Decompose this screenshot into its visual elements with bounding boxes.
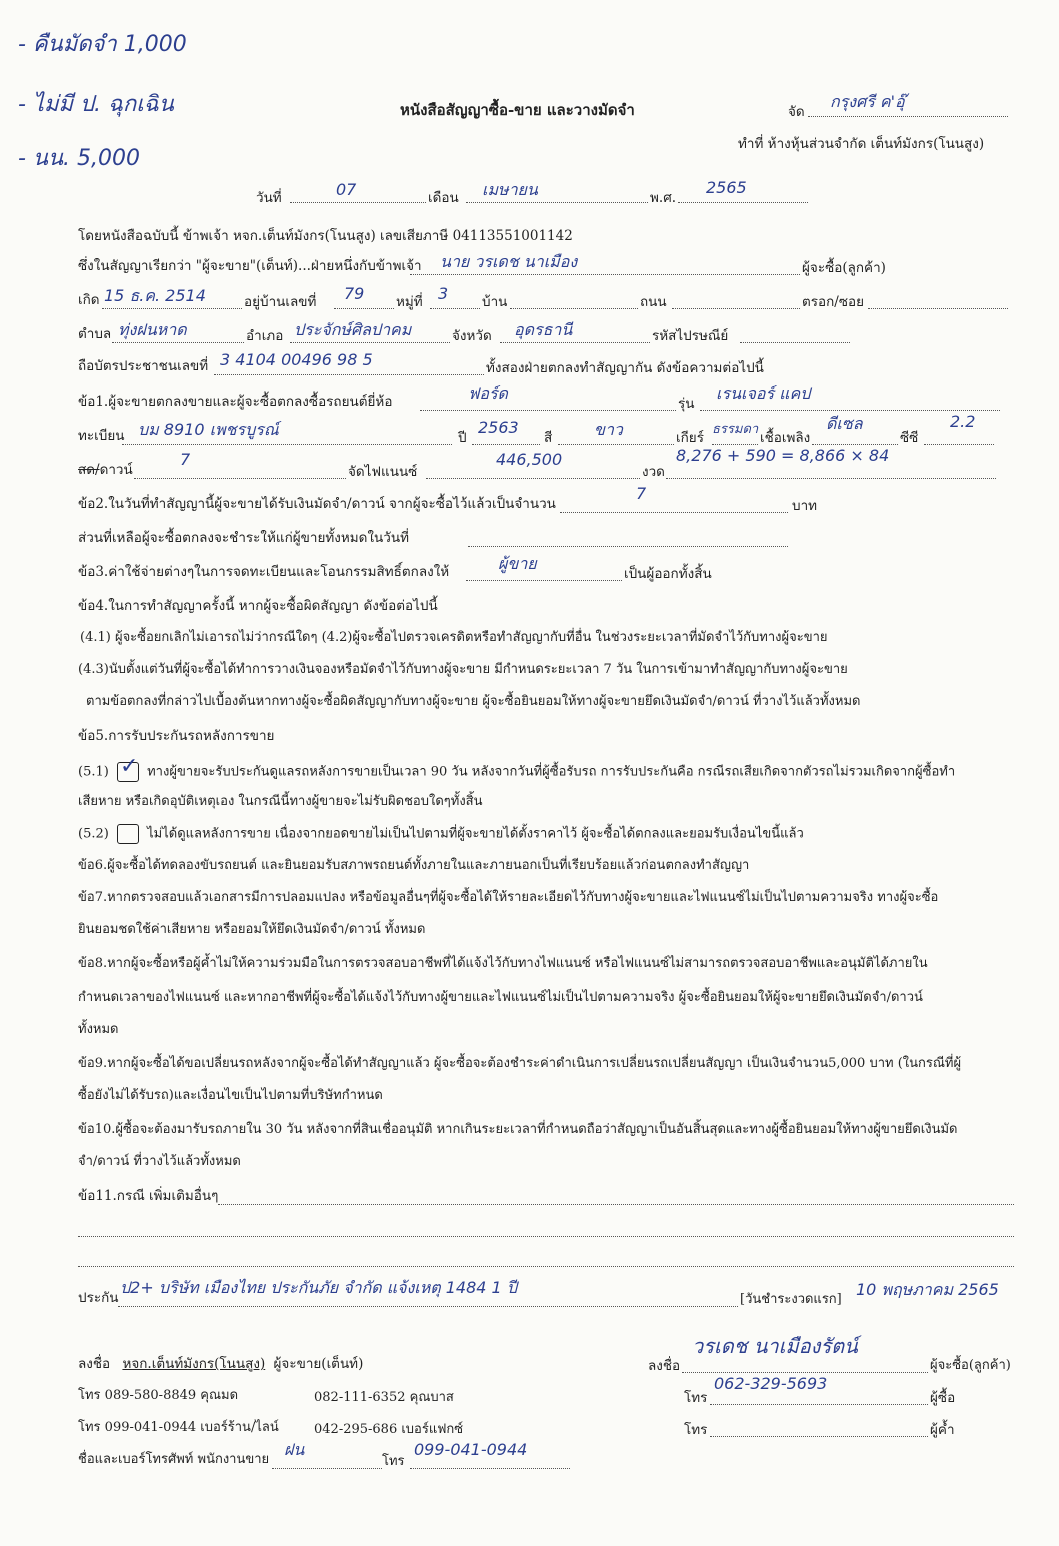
clause9-line2: ซื้อยังไม่ได้รับรถ)และเงื่อนไขเป็นไปตามที่บริษัทกำหนด xyxy=(78,1088,383,1103)
contact-1: โทร 089-580-8849 คุณมด xyxy=(78,1388,239,1403)
house-no: 79 xyxy=(344,284,365,303)
clause4-line4: ตามข้อตกลงที่กล่าวไปเบื้องต้นหากทางผู้จะซื้อผิดสัญญากับทางผู้จะขาย ผู้จะซื้อยินยอมให้ทางผู้จะขายยึดเงินมัดจำ/ดาวน์ ที่วางไว้แล้วทั้งหมด xyxy=(86,694,861,709)
reg-label: ทะเบียน xyxy=(78,428,125,444)
clause4-line1: ข้อ4.ในการทำสัญญาครั้งนี้ หากผู้จะซื้อผิดสัญญา ดังข้อต่อไปนี้ xyxy=(78,598,438,614)
buyer-tel-role: ผู้ซื้อ xyxy=(930,1390,956,1406)
district-value: ประจักษ์ศิลปาคม xyxy=(294,320,412,339)
margin-note-refund: - คืนมัดจำ 1,000 xyxy=(18,32,187,57)
installment-label: งวด xyxy=(642,464,665,480)
buyer-tel-label: โทร xyxy=(684,1390,708,1406)
clause2-line2: ส่วนที่เหลือผู้จะซื้อตกลงจะชำระให้แก่ผู้ขายทั้งหมดในวันที่ xyxy=(78,530,409,546)
contact-2: 082-111-6352 คุณบาส xyxy=(314,1390,454,1405)
road-label: ถนน xyxy=(640,294,667,310)
clause5-title: ข้อ5.การรับประกันรถหลังการขาย xyxy=(78,728,275,744)
province-label: จังหวัด xyxy=(452,328,492,344)
house-no-label: อยู่บ้านเลขที่ xyxy=(244,294,317,310)
car-model: เรนเจอร์ แคป xyxy=(716,384,811,403)
buyer-role-label: ผู้จะซื้อ(ลูกค้า) xyxy=(802,260,886,276)
insurance-value: ป2+ บริษัท เมืองไทย ประกันภัย จำกัด แจ้งเหตุ 1484 1 ปี xyxy=(120,1278,517,1297)
baht-label: บาท xyxy=(792,498,818,514)
subdistrict-value: ทุ่งฝนหาด xyxy=(118,320,187,339)
clause8-line2: กำหนดเวลาของไฟแนนซ์ และหากอาชีพที่ผู้จะซื้อได้แจ้งไว้กับทางผู้ขายและไฟแนนซ์ไม่เป็นไปตามความจริง ผู้จะซื้อยินยอมให้ผู้จะขายยึดเงินมัดจำ/ดาวน์ xyxy=(78,990,923,1005)
seller-sign-label: ลงชื่อ xyxy=(78,1356,111,1372)
date-day: 07 xyxy=(336,180,357,199)
born-label: เกิด xyxy=(78,292,100,308)
gear-label: เกียร์ xyxy=(676,430,704,446)
moo-value: 3 xyxy=(438,284,449,303)
car-color: ขาว xyxy=(594,420,623,439)
check-mark-icon: ✓ xyxy=(119,754,139,779)
subdistrict-label: ตำบล xyxy=(78,326,112,342)
warranty-90-checkbox[interactable] xyxy=(117,754,139,782)
jat-label: จัด xyxy=(788,104,805,120)
clause8-line3: ทั้งหมด xyxy=(78,1022,119,1037)
clause7-line1: ข้อ7.หากตรวจสอบแล้วเอกสารมีการปลอมแปลง หรือข้อมูลอื่นๆที่ผู้จะซื้อได้ให้รายละเอียดไว้กับทางผู้จะขายและไฟแนนซ์ไม่เป็นไปตามความจริง ทางผู้จะซื้อ xyxy=(78,890,939,905)
village-label: บ้าน xyxy=(482,294,508,310)
guarantor-tel-label: โทร xyxy=(684,1422,708,1438)
clause1-prefix: ข้อ1.ผู้จะขายตกลงขายและผู้จะซื้อตกลงซื้อรถยนต์ยี่ห้อ xyxy=(78,394,393,410)
contact-4: 042-295-686 เบอร์แฟกซ์ xyxy=(314,1422,464,1437)
gear-value: ธรรมดา xyxy=(712,422,759,437)
id-number: 3 4104 00496 98 5 xyxy=(220,350,373,369)
margin-note-emergency: - ไม่มี ป. ฉุกเฉิน xyxy=(18,92,174,117)
clause11-label: ข้อ11.กรณี เพิ่มเติมอื่นๆ xyxy=(78,1188,219,1204)
cc-value: 2.2 xyxy=(950,412,976,431)
clause8-line1: ข้อ8.หากผู้จะซื้อหรือผู้ค้ำไม่ให้ความร่วมมือในการตรวจสอบอาชีพที่ได้แจ้งไว้กับทางไฟแนนซ์ หรือไฟแนนซ์ไม่สามารถตรวจสอบอาชีพและอนุมัติได้ภายใน xyxy=(78,956,928,971)
model-label: รุ่น xyxy=(678,396,695,412)
no-warranty-checkbox[interactable] xyxy=(117,824,139,844)
opt2-number: (5.2) xyxy=(78,826,109,842)
seller-role: ผู้จะขาย(เต็นท์) xyxy=(273,1356,364,1372)
car-year-label: ปี xyxy=(458,430,467,446)
district-label: อำเภอ xyxy=(246,328,284,344)
buyer-signature: วรเดช นาเมืองรัตน์ xyxy=(692,1334,858,1358)
cash-strike: สด/ xyxy=(78,462,100,478)
staff-tel: 099-041-0944 xyxy=(414,1440,528,1459)
down-value: 7 xyxy=(180,450,191,469)
seller-name: หจก.เต็นท์มังกร(โนนสูง) xyxy=(122,1356,266,1372)
cc-label: ซีซี xyxy=(900,430,919,446)
place-made: ทำที่ ห้างหุ้นส่วนจำกัด เต็นท์มังกร(โนนสูง) xyxy=(738,136,985,152)
clause3-prefix: ข้อ3.ค่าใช้จ่ายต่างๆในการจดทะเบียนและโอนกรรมสิทธิ์ตกลงให้ xyxy=(78,564,450,580)
first-payment-label: [วันชำระงวดแรก] xyxy=(740,1292,842,1307)
expense-payer: ผู้ขาย xyxy=(498,554,537,573)
installment-value: 8,276 + 590 = 8,866 × 84 xyxy=(676,446,890,465)
clause5-opt2 xyxy=(78,824,804,845)
car-year: 2563 xyxy=(478,418,519,437)
fuel-value: ดีเซล xyxy=(826,414,863,433)
clause3-suffix: เป็นผู้ออกทั้งสิ้น xyxy=(624,566,712,582)
clause4-line2: (4.1) ผู้จะซื้อยกเลิกไม่เอารถไม่ว่ากรณีใดๆ (4.2)ผู้จะซื้อไปตรวจเครดิตหรือทำสัญญากับที่อื่น ในช่วงระยะเวลาที่มัดจำไว้กับทางผู้จะขาย xyxy=(80,630,828,645)
date-year-label: พ.ศ. xyxy=(650,190,677,206)
seller-sign-row xyxy=(78,1354,363,1374)
finance-value: 446,500 xyxy=(496,450,563,469)
contact-3: โทร 099-041-0944 เบอร์ร้าน/ไลน์ xyxy=(78,1420,279,1435)
margin-note-weight: - นน. 5,000 xyxy=(18,146,140,171)
opt2-text: ไม่ได้ดูแลหลังการขาย เนื่องจากยอดขายไม่เป็นไปตามที่ผู้จะขายได้ตั้งราคาไว้ ผู้จะซื้อได้ตกลงและยอมรับเงื่อนไขนี้แล้ว xyxy=(147,826,804,842)
jat-value: กรุงศรี ค'อุ๊ xyxy=(830,92,905,111)
id-label: ถือบัตรประชาชนเลขที่ xyxy=(78,358,209,374)
intro-line2-prefix: ซึ่งในสัญญาเรียกว่า "ผู้จะขาย"(เต็นท์)...ฝ่ายหนึ่งกับข้าพเจ้า xyxy=(78,258,422,274)
fuel-label: เชื้อเพลิง xyxy=(760,430,811,446)
guarantor-tel-role: ผู้ค้ำ xyxy=(930,1422,955,1438)
staff-tel-label: โทร xyxy=(382,1454,405,1469)
document-title: หนังสือสัญญาซื้อ-ขาย และวางมัดจำ xyxy=(400,101,635,119)
down-label: ดาวน์ xyxy=(99,462,133,478)
moo-label: หมู่ที่ xyxy=(396,294,423,310)
car-brand: ฟอร์ด xyxy=(468,384,508,403)
opt1-text: ทางผู้ขายจะรับประกันดูแลรถหลังการขายเป็นเวลา 90 วัน หลังจากวันที่ผู้ซื้อรับรถ การรับประกันคือ กรณีรถเสียเกิดจากตัวรถไม่รวมเกิดจากผู้ซื้อทำ xyxy=(147,764,956,780)
car-color-label: สี xyxy=(544,430,553,446)
clause9-line1: ข้อ9.หากผู้จะซื้อได้ขอเปลี่ยนรถหลังจากผู้จะซื้อได้ทำสัญญาแล้ว ผู้จะซื้อจะต้องชำระค่าดำเนินการเปลี่ยนรถเปลี่ยนสัญญา เป็นเงินจำนวน5,000 บาท (ในกรณีที่ผู้ xyxy=(78,1056,962,1071)
clause10-line2: จำ/ดาวน์ ที่วางไว้แล้วทั้งหมด xyxy=(78,1154,241,1169)
alley-label: ตรอก/ซอย xyxy=(802,294,865,310)
buyer-name: นาย วรเดช นาเมือง xyxy=(440,252,578,271)
deposit-amount: 7 xyxy=(636,484,647,503)
buyer-sign-label: ลงชื่อ xyxy=(648,1358,681,1374)
clause6: ข้อ6.ผู้จะซื้อได้ทดลองขับรถยนต์ และยินยอมรับสภาพรถยนต์ทั้งภายในและภายนอกเป็นที่เรียบร้อยแล้วก่อนตกลงทำสัญญา xyxy=(78,858,750,873)
province-value: อุดรธานี xyxy=(514,320,573,339)
date-year: 2565 xyxy=(706,178,747,197)
staff-name: ฝน xyxy=(284,1440,305,1459)
finance-label: จัดไฟแนนซ์ xyxy=(348,464,418,480)
opt1-number: (5.1) xyxy=(78,764,109,780)
clause10-line1: ข้อ10.ผู้ซื้อจะต้องมารับรถภายใน 30 วัน หลังจากที่สินเชื่ออนุมัติ หากเกินระยะเวลาที่กำหนดถือว่าสัญญาเป็นอันสิ้นสุดและทางผู้ซื้อยินยอมให้ทางผู้ขายยึดเงินมัด xyxy=(78,1122,958,1137)
born-value: 15 ธ.ค. 2514 xyxy=(104,286,206,305)
intro-line1: โดยหนังสือฉบับนี้ ข้าพเจ้า หจก.เต็นท์มังกร(โนนสูง) เลขเสียภาษี 04113551001142 xyxy=(78,228,573,244)
clause4-line3: (4.3)นับตั้งแต่วันที่ผู้จะซื้อได้ทำการวางเงินจองหรือมัดจำไว้กับทางผู้จะขาย มีกำหนดระยะเวลา 7 วัน ในการเข้ามาทำสัญญากับทางผู้จะขาย xyxy=(78,662,848,677)
clause2-line1: ข้อ2.ในวันที่ทำสัญญานี้ผู้จะขายได้รับเงินมัดจำ/ดาวน์ จากผู้จะซื้อไว้แล้วเป็นจำนวน xyxy=(78,496,556,512)
buyer-role: ผู้จะซื้อ(ลูกค้า) xyxy=(930,1358,1011,1373)
date-month: เมษายน xyxy=(482,180,538,199)
postcode-label: รหัสไปรษณีย์ xyxy=(652,328,729,344)
id-suffix: ทั้งสองฝ่ายตกลงทำสัญญากัน ดังข้อความต่อไปนี้ xyxy=(486,360,764,376)
date-day-label: วันที่ xyxy=(256,190,282,206)
car-registration: บม 8910 เพชรบูรณ์ xyxy=(138,420,279,439)
date-month-label: เดือน xyxy=(428,190,459,206)
first-payment-date: 10 พฤษภาคม 2565 xyxy=(856,1280,999,1299)
clause5-opt1 xyxy=(78,754,956,783)
down-label-row xyxy=(78,460,133,480)
insurance-label: ประกัน xyxy=(78,1290,119,1306)
clause7-line2: ยินยอมชดใช้ค่าเสียหาย หรือยอมให้ยึดเงินมัดจำ/ดาวน์ ทั้งหมด xyxy=(78,922,426,937)
buyer-tel: 062-329-5693 xyxy=(714,1374,828,1393)
staff-label: ชื่อและเบอร์โทรศัพท์ พนักงานขาย xyxy=(78,1452,270,1467)
clause5-opt1-text2: เสียหาย หรือเกิดอุบัติเหตุเอง ในกรณีนี้ทางผู้ขายจะไม่รับผิดชอบใดๆทั้งสิ้น xyxy=(78,794,483,809)
